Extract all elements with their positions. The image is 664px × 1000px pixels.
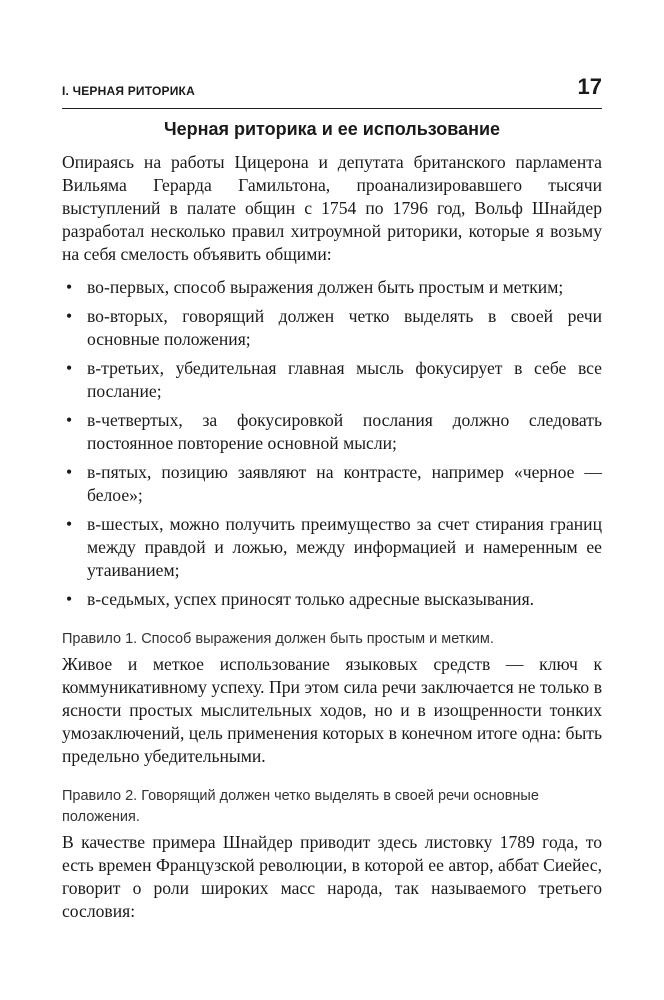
list-item: • в-шестых, можно получить преимущество за счет стирания границ между правдой и ложью, между информацией и намеренным ее утаиванием; [62,513,602,582]
rule-2-paragraph: В качестве примера Шнайдер приводит здесь листовку 1789 года, то есть времен Французской революции, в которой ее автор, аббат Сиейес, говорит о роли широких масс народа, так называемого третьего сословия: [62,832,602,921]
rules-list [62,276,602,611]
chapter-title: I. ЧЕРНАЯ РИТОРИКА [62,84,195,98]
list-item: • в-третьих, убедительная главная мысль фокусирует в себе все послание; [62,357,602,403]
list-item: • в-четвертых, за фокусировкой послания должно следовать постоянное повторение основной мысли; [62,409,602,455]
page-body [62,116,602,923]
page-number: 17 [577,74,602,99]
list-item: • в-седьмых, успех приносят только адресные высказывания. [62,588,602,611]
section-title: Черная риторика и ее использование [163,119,501,139]
rule-1-paragraph: Живое и меткое использование языковых средств — ключ к коммуникативному успеху. При этом сила речи заключается не только в ясности простых мыслительных ходов, но и в изощренности тонких умозаключений, цель применения которых в конечном итоге одна: быть предельно убедительными. [62,654,602,766]
list-item: • во-первых, способ выражения должен быть простым и метким; [62,276,602,299]
running-head [62,74,602,109]
rule-1-heading: Правило 1. Способ выражения должен быть простым и метким. [62,631,494,647]
intro-paragraph: Опираясь на работы Цицерона и депутата британского парламента Вильяма Герарда Гамильтона, проанализировавшего тысячи выступлений в палате общин с 1754 по 1796 год, Вольф Шнайдер разработал несколько правил хитроумной риторики, которые я возьму на себя смелость объявить общими: [62,152,602,264]
list-item: • в-пятых, позицию заявляют на контрасте, например «черное — белое»; [62,461,602,507]
rule-2-heading: Правило 2. Говорящий должен четко выделять в своей речи основные положения. [62,788,539,825]
list-item: • во-вторых, говорящий должен четко выделять в своей речи основные положения; [62,305,602,351]
